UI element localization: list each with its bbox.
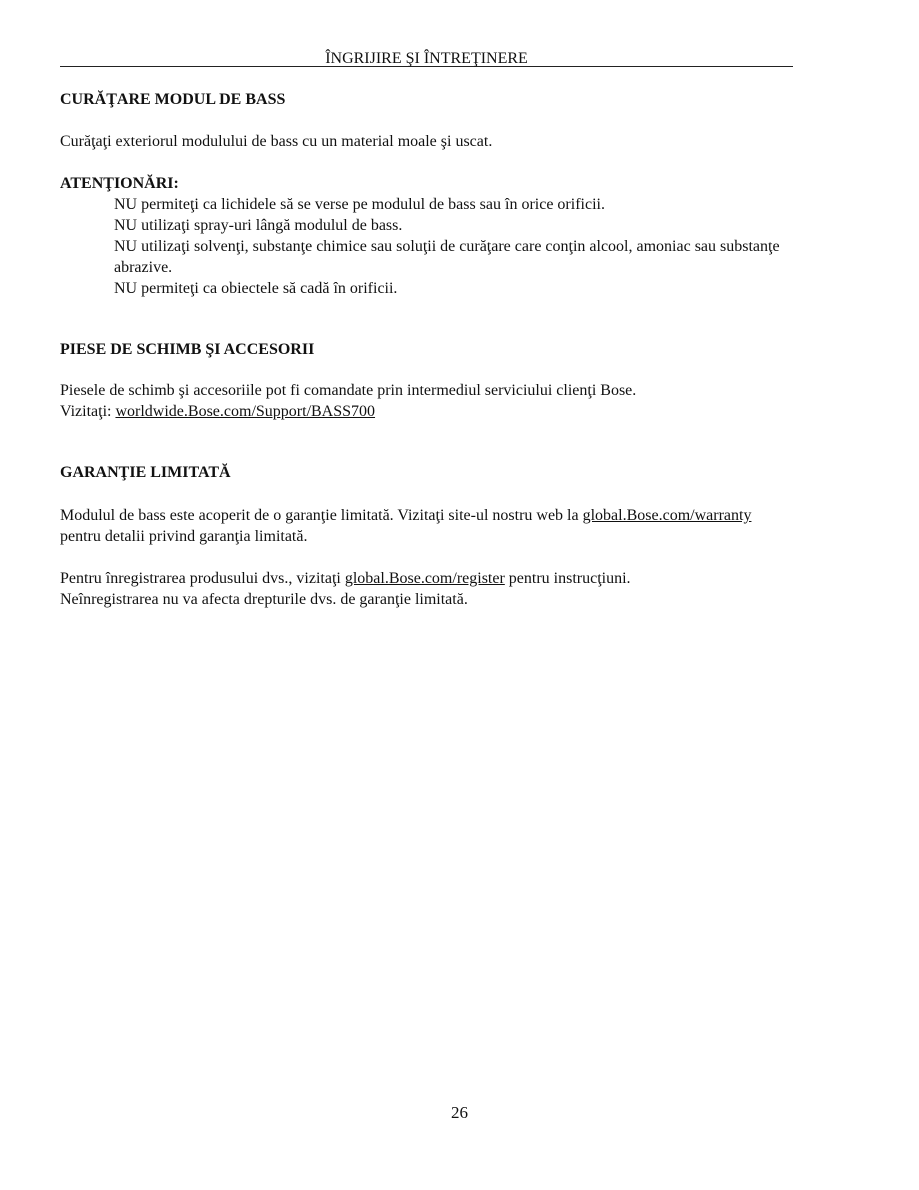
registration-line-2: Neînregistrarea nu va afecta drepturile dvs. de garanţie limitată. <box>60 591 468 608</box>
parts-support-link[interactable]: worldwide.Bose.com/Support/BASS700 <box>115 403 376 420</box>
warning-item: NU permiteţi ca lichidele să se verse pe modulul de bass sau în orice orificii. <box>114 196 605 213</box>
warning-item: NU utilizaţi spray-uri lângă modulul de bass. <box>114 217 403 234</box>
header-title: ÎNGRIJIRE ŞI ÎNTREŢINERE <box>325 50 528 67</box>
parts-heading: PIESE DE SCHIMB ŞI ACCESORII <box>60 341 315 358</box>
cleaning-text: Curăţaţi exteriorul modulului de bass cu un material moale şi uscat. <box>60 133 493 150</box>
registration-text <box>60 568 631 610</box>
warnings-heading: ATENŢIONĂRI: <box>60 175 179 192</box>
warranty-line <box>60 505 751 526</box>
parts-line: Piesele de schimb şi accesoriile pot fi comandate prin intermediul serviciului clienţi Bose. <box>60 382 637 399</box>
warnings-list <box>114 194 804 299</box>
parts-visit-label: Vizitaţi: <box>60 403 116 420</box>
register-link[interactable]: global.Bose.com/register <box>344 570 505 587</box>
registration-text-start: Pentru înregistrarea produsului dvs., vizitaţi <box>60 570 345 587</box>
warranty-heading: GARANŢIE LIMITATĂ <box>60 464 231 481</box>
warranty-text <box>60 505 751 547</box>
registration-text-end: pentru instrucţiuni. <box>504 570 631 587</box>
header-rule-right <box>529 49 793 67</box>
warranty-text-start: Modulul de bass este acoperit de o garanţie limitată. Vizitaţi site-ul nostru web la <box>60 507 583 524</box>
warning-item: NU utilizaţi solvenţi, substanţe chimice sau soluţii de curăţare care conţin alcool, amoniac sau substanţe abrazive. <box>114 238 780 276</box>
header-rule-left <box>60 49 324 67</box>
cleaning-heading: CURĂŢARE MODUL DE BASS <box>60 91 286 108</box>
page-number: 26 <box>451 1103 468 1122</box>
parts-visit-line <box>60 401 636 422</box>
page-header <box>60 47 793 67</box>
warranty-link[interactable]: global.Bose.com/warranty <box>582 507 752 524</box>
registration-line <box>60 568 631 589</box>
parts-text <box>60 380 636 422</box>
warranty-line-2: pentru detalii privind garanţia limitată. <box>60 528 308 545</box>
warning-item: NU permiteţi ca obiectele să cadă în orificii. <box>114 280 398 297</box>
